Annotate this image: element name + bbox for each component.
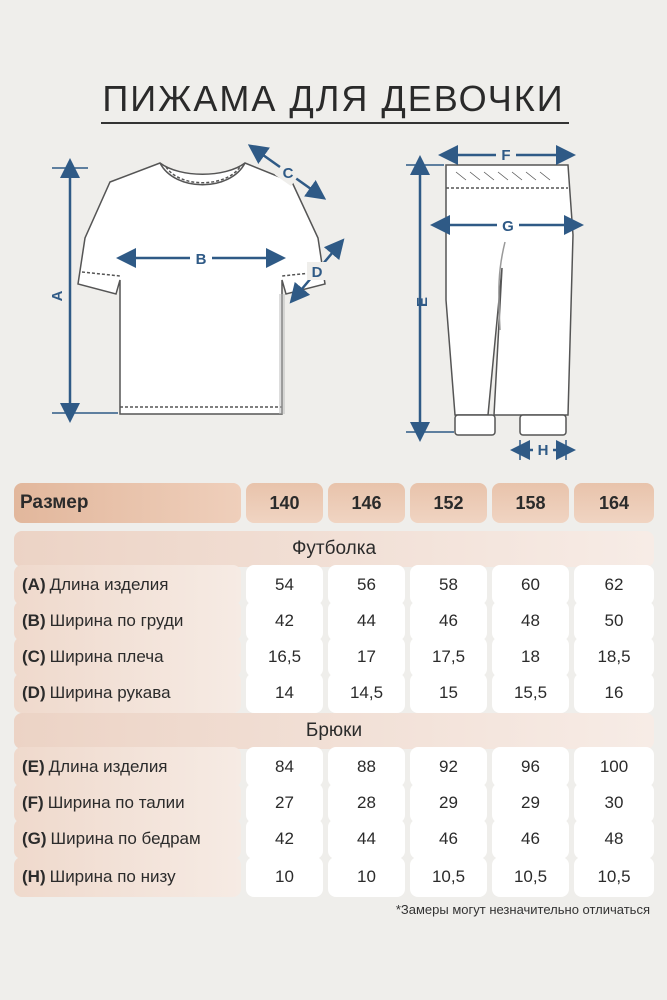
table-cell: 10 (246, 857, 323, 897)
table-cell: 29 (492, 783, 569, 823)
table-cell: 18 (492, 637, 569, 677)
size-header: Размер (14, 483, 241, 523)
row-label (14, 747, 241, 787)
table-cell: 46 (492, 819, 569, 859)
table-cell: 44 (328, 601, 405, 641)
row-name: Длина изделия (48, 757, 168, 776)
row-name: Ширина по груди (49, 611, 184, 630)
row-name: Длина изделия (49, 575, 169, 594)
table-cell: 46 (410, 601, 487, 641)
table-cell: 58 (410, 565, 487, 605)
row-code: (E) (22, 757, 45, 776)
row-name: Ширина рукава (49, 683, 171, 702)
table-row (14, 673, 654, 713)
table-row (14, 637, 654, 677)
page-title: ПИЖАМА ДЛЯ ДЕВОЧКИ (102, 78, 565, 119)
table-cell: 10,5 (492, 857, 569, 897)
row-label (14, 565, 241, 605)
row-code: (D) (22, 683, 46, 702)
table-cell: 10,5 (410, 857, 487, 897)
size-140: 140 (246, 483, 323, 523)
table-row (14, 747, 654, 787)
size-152: 152 (410, 483, 487, 523)
row-code: (H) (22, 867, 46, 886)
row-label (14, 783, 241, 823)
section-pants: Брюки (14, 713, 654, 749)
table-cell: 16,5 (246, 637, 323, 677)
table-cell: 10 (328, 857, 405, 897)
label-c: C (282, 165, 294, 182)
table-cell: 84 (246, 747, 323, 787)
table-cell: 88 (328, 747, 405, 787)
table-cell: 46 (410, 819, 487, 859)
table-cell: 48 (574, 819, 654, 859)
table-row (14, 819, 654, 859)
row-label (14, 673, 241, 713)
table-cell: 17 (328, 637, 405, 677)
row-label (14, 819, 241, 859)
table-cell: 92 (410, 747, 487, 787)
table-cell: 60 (492, 565, 569, 605)
row-label (14, 637, 241, 677)
tshirt-drawing (78, 163, 325, 414)
table-cell: 42 (246, 819, 323, 859)
table-cell: 56 (328, 565, 405, 605)
table-cell: 15,5 (492, 673, 569, 713)
table-row (14, 601, 654, 641)
table-row (14, 783, 654, 823)
row-code: (F) (22, 793, 44, 812)
table-cell: 16 (574, 673, 654, 713)
table-cell: 50 (574, 601, 654, 641)
row-code: (C) (22, 647, 46, 666)
label-a: A (49, 290, 66, 302)
table-cell: 48 (492, 601, 569, 641)
row-name: Ширина плеча (49, 647, 164, 666)
table-cell: 29 (410, 783, 487, 823)
table-cell: 14 (246, 673, 323, 713)
size-146: 146 (328, 483, 405, 523)
label-g: G (502, 218, 514, 235)
size-158: 158 (492, 483, 569, 523)
table-cell: 62 (574, 565, 654, 605)
table-cell: 18,5 (574, 637, 654, 677)
table-header-row (14, 483, 654, 523)
label-h: H (537, 442, 549, 459)
footnote: *Замеры могут незначительно отличаться (395, 902, 650, 917)
table-cell: 30 (574, 783, 654, 823)
row-code: (A) (22, 575, 46, 594)
row-name: Ширина по бедрам (50, 829, 201, 848)
table-row (14, 857, 654, 897)
table-cell: 54 (246, 565, 323, 605)
row-label (14, 601, 241, 641)
table-cell: 27 (246, 783, 323, 823)
table-cell: 100 (574, 747, 654, 787)
label-f: F (501, 147, 511, 164)
label-d: D (311, 264, 323, 281)
pants-drawing (446, 165, 573, 435)
row-label (14, 857, 241, 897)
table-cell: 44 (328, 819, 405, 859)
row-name: Ширина по талии (47, 793, 185, 812)
row-name: Ширина по низу (49, 867, 176, 886)
table-cell: 15 (410, 673, 487, 713)
label-e: E (414, 296, 431, 308)
table-cell: 96 (492, 747, 569, 787)
table-cell: 28 (328, 783, 405, 823)
table-row (14, 565, 654, 605)
table-cell: 14,5 (328, 673, 405, 713)
table-cell: 10,5 (574, 857, 654, 897)
size-164: 164 (574, 483, 654, 523)
title-underline (101, 122, 569, 124)
table-cell: 42 (246, 601, 323, 641)
row-code: (G) (22, 829, 47, 848)
table-cell: 17,5 (410, 637, 487, 677)
row-code: (B) (22, 611, 46, 630)
label-b: B (195, 251, 207, 268)
garment-diagram (0, 130, 667, 470)
section-tshirt: Футболка (14, 531, 654, 567)
